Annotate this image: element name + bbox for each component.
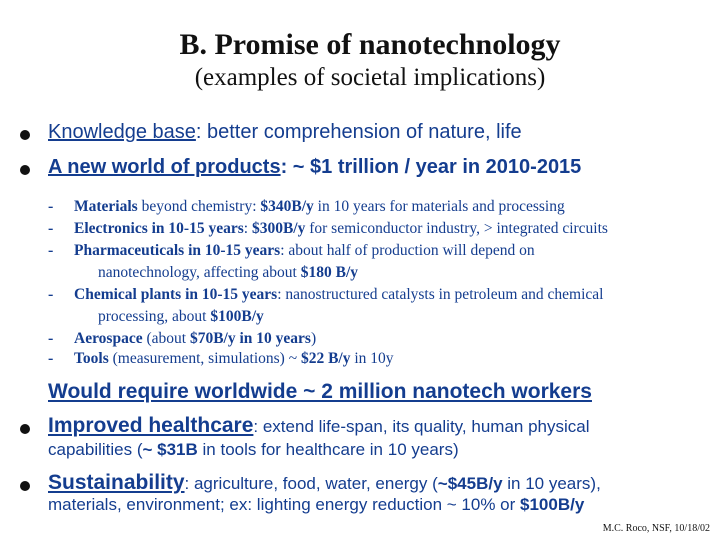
dash-marker: - bbox=[48, 286, 54, 303]
bullet-new-products bbox=[48, 156, 581, 179]
bullet-dot bbox=[20, 130, 30, 140]
sustainability-label: Sustainability bbox=[48, 471, 185, 494]
knowledge-base-text: : better comprehension of nature, life bbox=[195, 121, 522, 143]
subitem-electronics: Electronics in 10-15 years: $300B/y for semiconductor industry, > integrated circuits bbox=[74, 220, 608, 237]
credit-footer: M.C. Roco, NSF, 10/18/02 bbox=[602, 523, 710, 534]
healthcare-label: Improved healthcare bbox=[48, 414, 254, 437]
bullet-knowledge-base bbox=[48, 121, 522, 144]
bullet-dot bbox=[20, 165, 30, 175]
subitem-aerospace: Aerospace (about $70B/y in 10 years) bbox=[74, 330, 317, 347]
subitem-tools: Tools (measurement, simulations) ~ $22 B/y in 10y bbox=[74, 350, 394, 367]
subitem-pharmaceuticals-cont: nanotechnology, affecting about $180 B/y bbox=[98, 264, 359, 281]
subitem-pharmaceuticals: Pharmaceuticals in 10-15 years: about half of production will depend on bbox=[74, 242, 535, 259]
workers-statement: Would require worldwide ~ 2 million nanotech workers bbox=[48, 380, 592, 403]
dash-marker: - bbox=[48, 242, 54, 259]
knowledge-base-label: Knowledge base bbox=[48, 121, 196, 143]
new-products-label: A new world of products bbox=[48, 156, 281, 178]
bullet-dot bbox=[20, 424, 30, 434]
bullet-healthcare bbox=[48, 414, 590, 438]
bullet-dot bbox=[20, 481, 30, 491]
subitem-chemical-plants: Chemical plants in 10-15 years: nanostructured catalysts in petroleum and chemical bbox=[74, 286, 604, 303]
subitem-materials: Materials beyond chemistry: $340B/y in 10 years for materials and processing bbox=[74, 198, 565, 215]
slide-subtitle: (examples of societal implications) bbox=[194, 64, 546, 91]
healthcare-text: : extend life-span, its quality, human physical bbox=[253, 417, 590, 436]
dash-marker: - bbox=[48, 198, 54, 215]
new-products-text: : ~ $1 trillion / year in 2010-2015 bbox=[280, 156, 582, 178]
dash-marker: - bbox=[48, 330, 54, 347]
slide-title: B. Promise of nanotechnology bbox=[179, 28, 561, 61]
bullet-sustainability-cont: materials, environment; ex: lighting energy reduction ~ 10% or $100B/y bbox=[48, 495, 585, 514]
bullet-healthcare-cont: capabilities (~ $31B in tools for healthcare in 10 years) bbox=[48, 440, 459, 459]
subitem-chemical-plants-cont: processing, about $100B/y bbox=[98, 308, 264, 325]
dash-marker: - bbox=[48, 220, 54, 237]
dash-marker: - bbox=[48, 350, 54, 367]
bullet-sustainability: Sustainability: agriculture, food, water, energy (~$45B/y in 10 years), bbox=[48, 471, 601, 494]
